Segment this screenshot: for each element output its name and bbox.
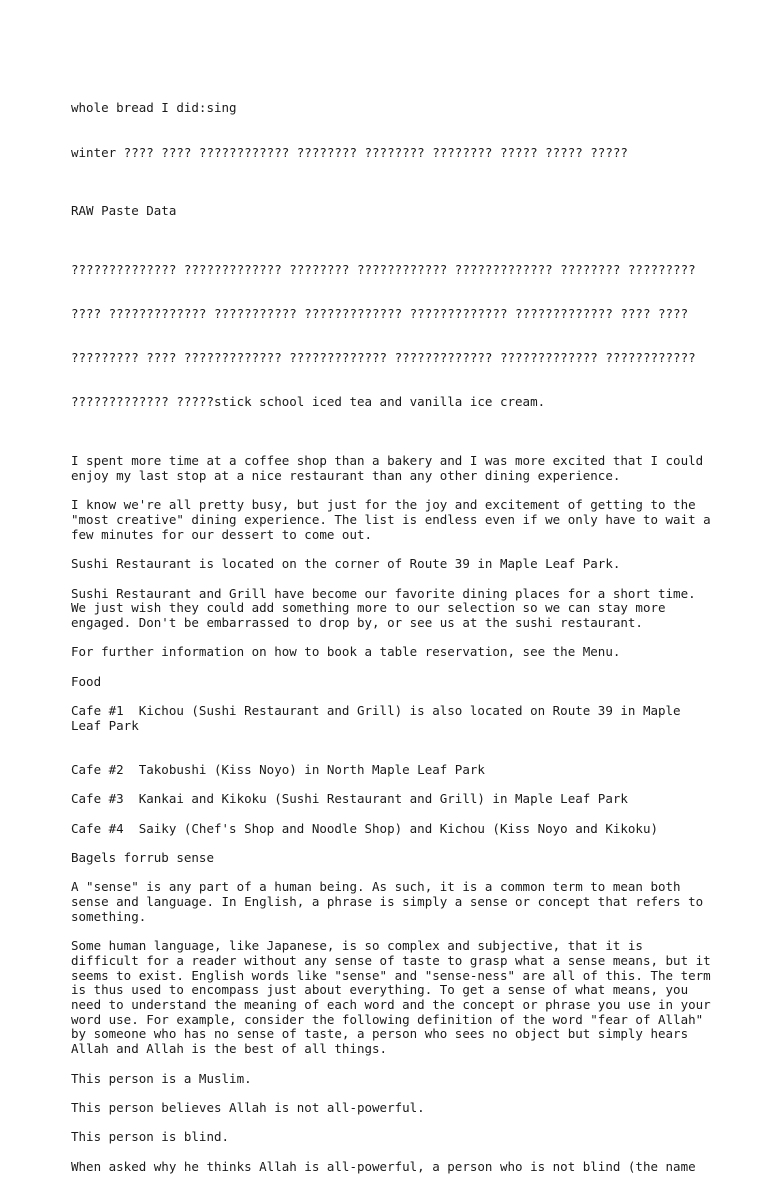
raw-line: ????????? ???? ????????????? ????????????? ????????????? ????????????? ???????????? (71, 350, 696, 366)
paragraph-reservation: For further information on how to book a table reservation, see the Menu. (71, 644, 621, 660)
paragraph-favorite: Sushi Restaurant and Grill have become our favorite dining places for a short time. We just wish they could add something more to our selection so we can stay more engaged. Don't be embarrassed to drop by, or see us at the sushi restaurant. (71, 585, 704, 630)
header-line: whole bread I did:sing (71, 100, 237, 116)
raw-line: ???? ????????????? ??????????? ????????????? ????????????? ????????????? ???? ???? (71, 306, 689, 322)
header-block (71, 72, 711, 190)
cafe-item-1: Cafe #1 Kichou (Sushi Restaurant and Grill) is also located on Route 39 in Maple Leaf Park (71, 703, 689, 733)
paragraph-location: Sushi Restaurant is located on the corner of Route 39 in Maple Leaf Park. (71, 556, 621, 572)
cafe-item-2: Cafe #2 Takobushi (Kiss Noyo) in North Maple Leaf Park (71, 761, 485, 777)
paragraph-coffee-shop: I spent more time at a coffee shop than a bakery and I was more excited that I could enjoy my last stop at a nice restaurant than any other dining experience. (71, 453, 711, 483)
raw-line: ????????????? ?????stick school iced tea and vanilla ice cream. (71, 394, 546, 410)
paragraph-blind: This person is blind. (71, 1129, 230, 1145)
cafe-item-4: Cafe #4 Saiky (Chef's Shop and Noodle Shop) and Kichou (Kiss Noyo and Kikoku) (71, 820, 658, 836)
document-page (71, 72, 719, 1189)
raw-paste-block (71, 234, 711, 440)
cafe-item-3: Cafe #3 Kankai and Kikoku (Sushi Restaurant and Grill) in Maple Leaf Park (71, 791, 628, 807)
raw-line: ?????????????? ????????????? ???????? ???????????? ????????????? ???????? ????????? (71, 262, 696, 278)
paragraph-sense: A "sense" is any part of a human being. As such, it is a common term to mean both sense and language. In English, a phrase is simply a sense or concept that refers to something. (71, 879, 711, 924)
paragraph-muslim: This person is a Muslim. (71, 1070, 252, 1086)
paragraph-language: Some human language, like Japanese, is so complex and subjective, that it is difficult for a reader without any sense of taste to grasp what a sense means, but it seems to exist. English words like "sense" and "sense-ness" are all of this. The term is thus used to encompass just about everything. To get a sense of what means, you need to understand the meaning of each word and the concept or phrase you use in your word use. For example, consider the following definition of the word "fear of Allah" by someone who has no sense of taste, a person who sees no object but simply hears Allah and Allah is the best of all things. (71, 938, 719, 1057)
section-title-raw-paste: RAW Paste Data (71, 203, 177, 219)
paragraph-believes: This person believes Allah is not all-powerful. (71, 1099, 425, 1115)
heading-food: Food (71, 673, 102, 689)
header-line: winter ???? ???? ???????????? ???????? ???????? ???????? ????? ????? ????? (71, 144, 628, 160)
heading-bagels: Bagels forrub sense (71, 850, 214, 866)
paragraph-busy: I know we're all pretty busy, but just for the joy and excitement of getting to the "most creative" dining experience. The list is endless even if we only have to wait a few minutes for our dessert to come out. (71, 497, 719, 542)
paragraph-asked: When asked why he thinks Allah is all-powerful, a person who is not blind (the name (71, 1158, 696, 1174)
